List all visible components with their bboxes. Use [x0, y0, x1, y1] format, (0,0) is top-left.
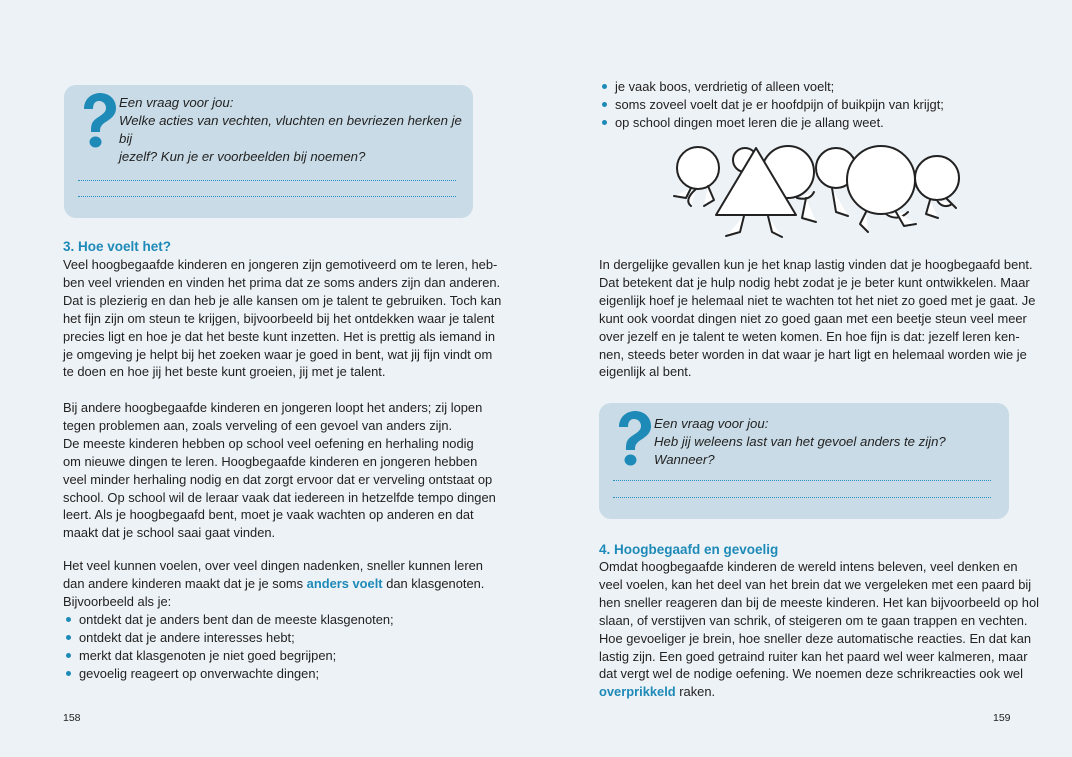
text-line: school. Op school wil de leraar vaak dat iedereen in hetzelfde tempo dingen — [63, 489, 496, 505]
question-line: jezelf? Kun je er voorbeelden bij noemen? — [119, 149, 366, 164]
question-label: Een vraag voor jou: — [119, 95, 234, 110]
text-line: over jezelf en je talent te weten komen. En hoe fijn is dat: jezelf leren ken- — [599, 328, 1020, 344]
page-number: 159 — [993, 712, 1011, 724]
text-line: te doen en hoe jij het beste kunt groeien, jij met je talent. — [63, 364, 386, 380]
text-line: Hoe gevoeliger je brein, hoe sneller deze automatische reacties. En dat kan — [599, 630, 1032, 646]
text-line: nen, steeds beter worden in dat waar je hart ligt en helemaal worden wie je — [599, 346, 1027, 362]
text-line: De meeste kinderen hebben op school veel oefening en herhaling nodig — [63, 435, 474, 451]
bullet-list — [599, 78, 1009, 132]
question-line: Welke acties van vechten, vluchten en bevriezen herken je bij — [119, 113, 462, 146]
paragraph — [63, 557, 485, 611]
answer-line[interactable] — [613, 497, 991, 498]
section-heading: 4. Hoogbegaafd en gevoelig — [599, 542, 779, 557]
text-line: Het veel kunnen voelen, over veel dingen nadenken, sneller kunnen leren — [63, 558, 483, 573]
text-fragment: raken. — [679, 684, 716, 700]
text-line: het fijn zijn om steun te krijgen, bijvoorbeeld bij het ontdekken waar je talent — [63, 310, 495, 326]
shapes-illustration — [656, 140, 966, 246]
text-line: precies ligt en hoe je dat het beste kunt inzetten. Het is prettig als iemand in — [63, 328, 496, 344]
answer-line[interactable] — [78, 180, 456, 181]
list-item: ontdekt dat je anders bent dan de meeste klasgenoten; — [63, 611, 473, 629]
question-box — [599, 403, 1009, 519]
text-fragment: dan andere kinderen maakt dat je je soms — [63, 575, 304, 591]
text-line: slaan, of verstijven van schrik, of steigeren om te gaan trappen en vechten. — [599, 612, 1028, 628]
paragraph — [599, 558, 1040, 701]
text-line: In dergelijke gevallen kun je het knap lastig vinden dat je hoogbegaafd bent. — [599, 257, 1033, 272]
text-line: veel minder herhaling nodig en dat zorgt ervoor dat er verveling ontstaat op — [63, 471, 493, 487]
text-line: maakt dat je school saai gaat vinden. — [63, 525, 276, 541]
text-line: Bijvoorbeeld als je: — [63, 593, 172, 609]
text-line — [63, 575, 485, 593]
highlight-term: overprikkeld — [599, 684, 676, 700]
question-label: Een vraag voor jou: — [654, 416, 769, 431]
list-item: merkt dat klasgenoten je niet goed begrijpen; — [63, 647, 473, 665]
text-line: Dat betekent dat je hulp nodig hebt zodat je je beter kunt ontwikkelen. Maar — [599, 274, 1030, 290]
paragraph — [63, 256, 502, 381]
list-item: gevoelig reageert op onverwachte dingen; — [63, 665, 473, 683]
text-line: kunt ook voordat dingen niet zo goed gaan met een beetje steun veel meer — [599, 310, 1027, 326]
answer-line[interactable] — [613, 480, 991, 481]
list-item: ontdekt dat je andere interesses hebt; — [63, 629, 473, 647]
text-line: lastig zijn. Een goed getraind ruiter kan het paard wel weer kalmeren, maar — [599, 648, 1028, 664]
page-number: 158 — [63, 712, 81, 724]
text-line: ben veel vrienden en vinden het prima dat ze soms anders zijn dan anderen. — [63, 274, 501, 290]
answer-line[interactable] — [78, 196, 456, 197]
text-line: Omdat hoogbegaafde kinderen de wereld intens beleven, veel denken en — [599, 559, 1018, 574]
text-line: Veel hoogbegaafde kinderen en jongeren zijn gemotiveerd om te leren, heb- — [63, 257, 498, 272]
highlight-term: anders voelt — [306, 575, 383, 591]
text-line: veel voelen, kan het deel van het brein dat we vergeleken met een paard bij — [599, 576, 1032, 592]
question-mark-icon — [78, 91, 118, 151]
text-line: eigenlijk hoef je helemaal niet te wachten tot het niet zo goed met je gaat. Je — [599, 292, 1036, 308]
text-line: tegen problemen aan, zoals verveling of een gevoel van anders zijn. — [63, 417, 453, 433]
question-box — [64, 85, 473, 218]
text-line: Bij andere hoogbegaafde kinderen en jongeren loopt het anders; zij lopen — [63, 400, 483, 415]
text-line: hen sneller reageren dan bij de meeste kinderen. Het kan bijvoorbeeld op hol — [599, 594, 1040, 610]
section-heading: 3. Hoe voelt het? — [63, 239, 172, 254]
text-line: om nieuwe dingen te leren. Hoogbegaafde kinderen en jongeren hebben — [63, 453, 478, 469]
list-item: op school dingen moet leren die je allang weet. — [599, 114, 1009, 132]
text-line: dat vergt wel de nodige oefening. We noemen deze schrikreacties ook wel — [599, 666, 1023, 682]
text-line — [599, 683, 1009, 701]
bullet-list — [63, 611, 473, 683]
text-fragment: dan klasgenoten. — [386, 575, 485, 591]
paragraph — [63, 399, 496, 542]
text-line: leert. Als je hoogbegaafd bent, moet je vaak wachten op anderen en dat — [63, 507, 474, 523]
question-mark-icon — [613, 409, 653, 469]
text-line: eigenlijk al bent. — [599, 364, 692, 380]
list-item: soms zoveel voelt dat je er hoofdpijn of buikpijn van krijgt; — [599, 96, 1009, 114]
paragraph — [599, 256, 1036, 381]
right-page — [536, 0, 1072, 757]
list-item: je vaak boos, verdrietig of alleen voelt; — [599, 78, 1009, 96]
question-line: Heb jij weleens last van het gevoel anders te zijn? Wanneer? — [654, 434, 946, 467]
text-line: Dat is plezierig en dan heb je alle kansen om je talent te gebruiken. Toch kan — [63, 292, 502, 308]
text-line: je omgeving je helpt bij het zoeken waar je goed in bent, wat jij fijn vindt om — [63, 346, 493, 362]
